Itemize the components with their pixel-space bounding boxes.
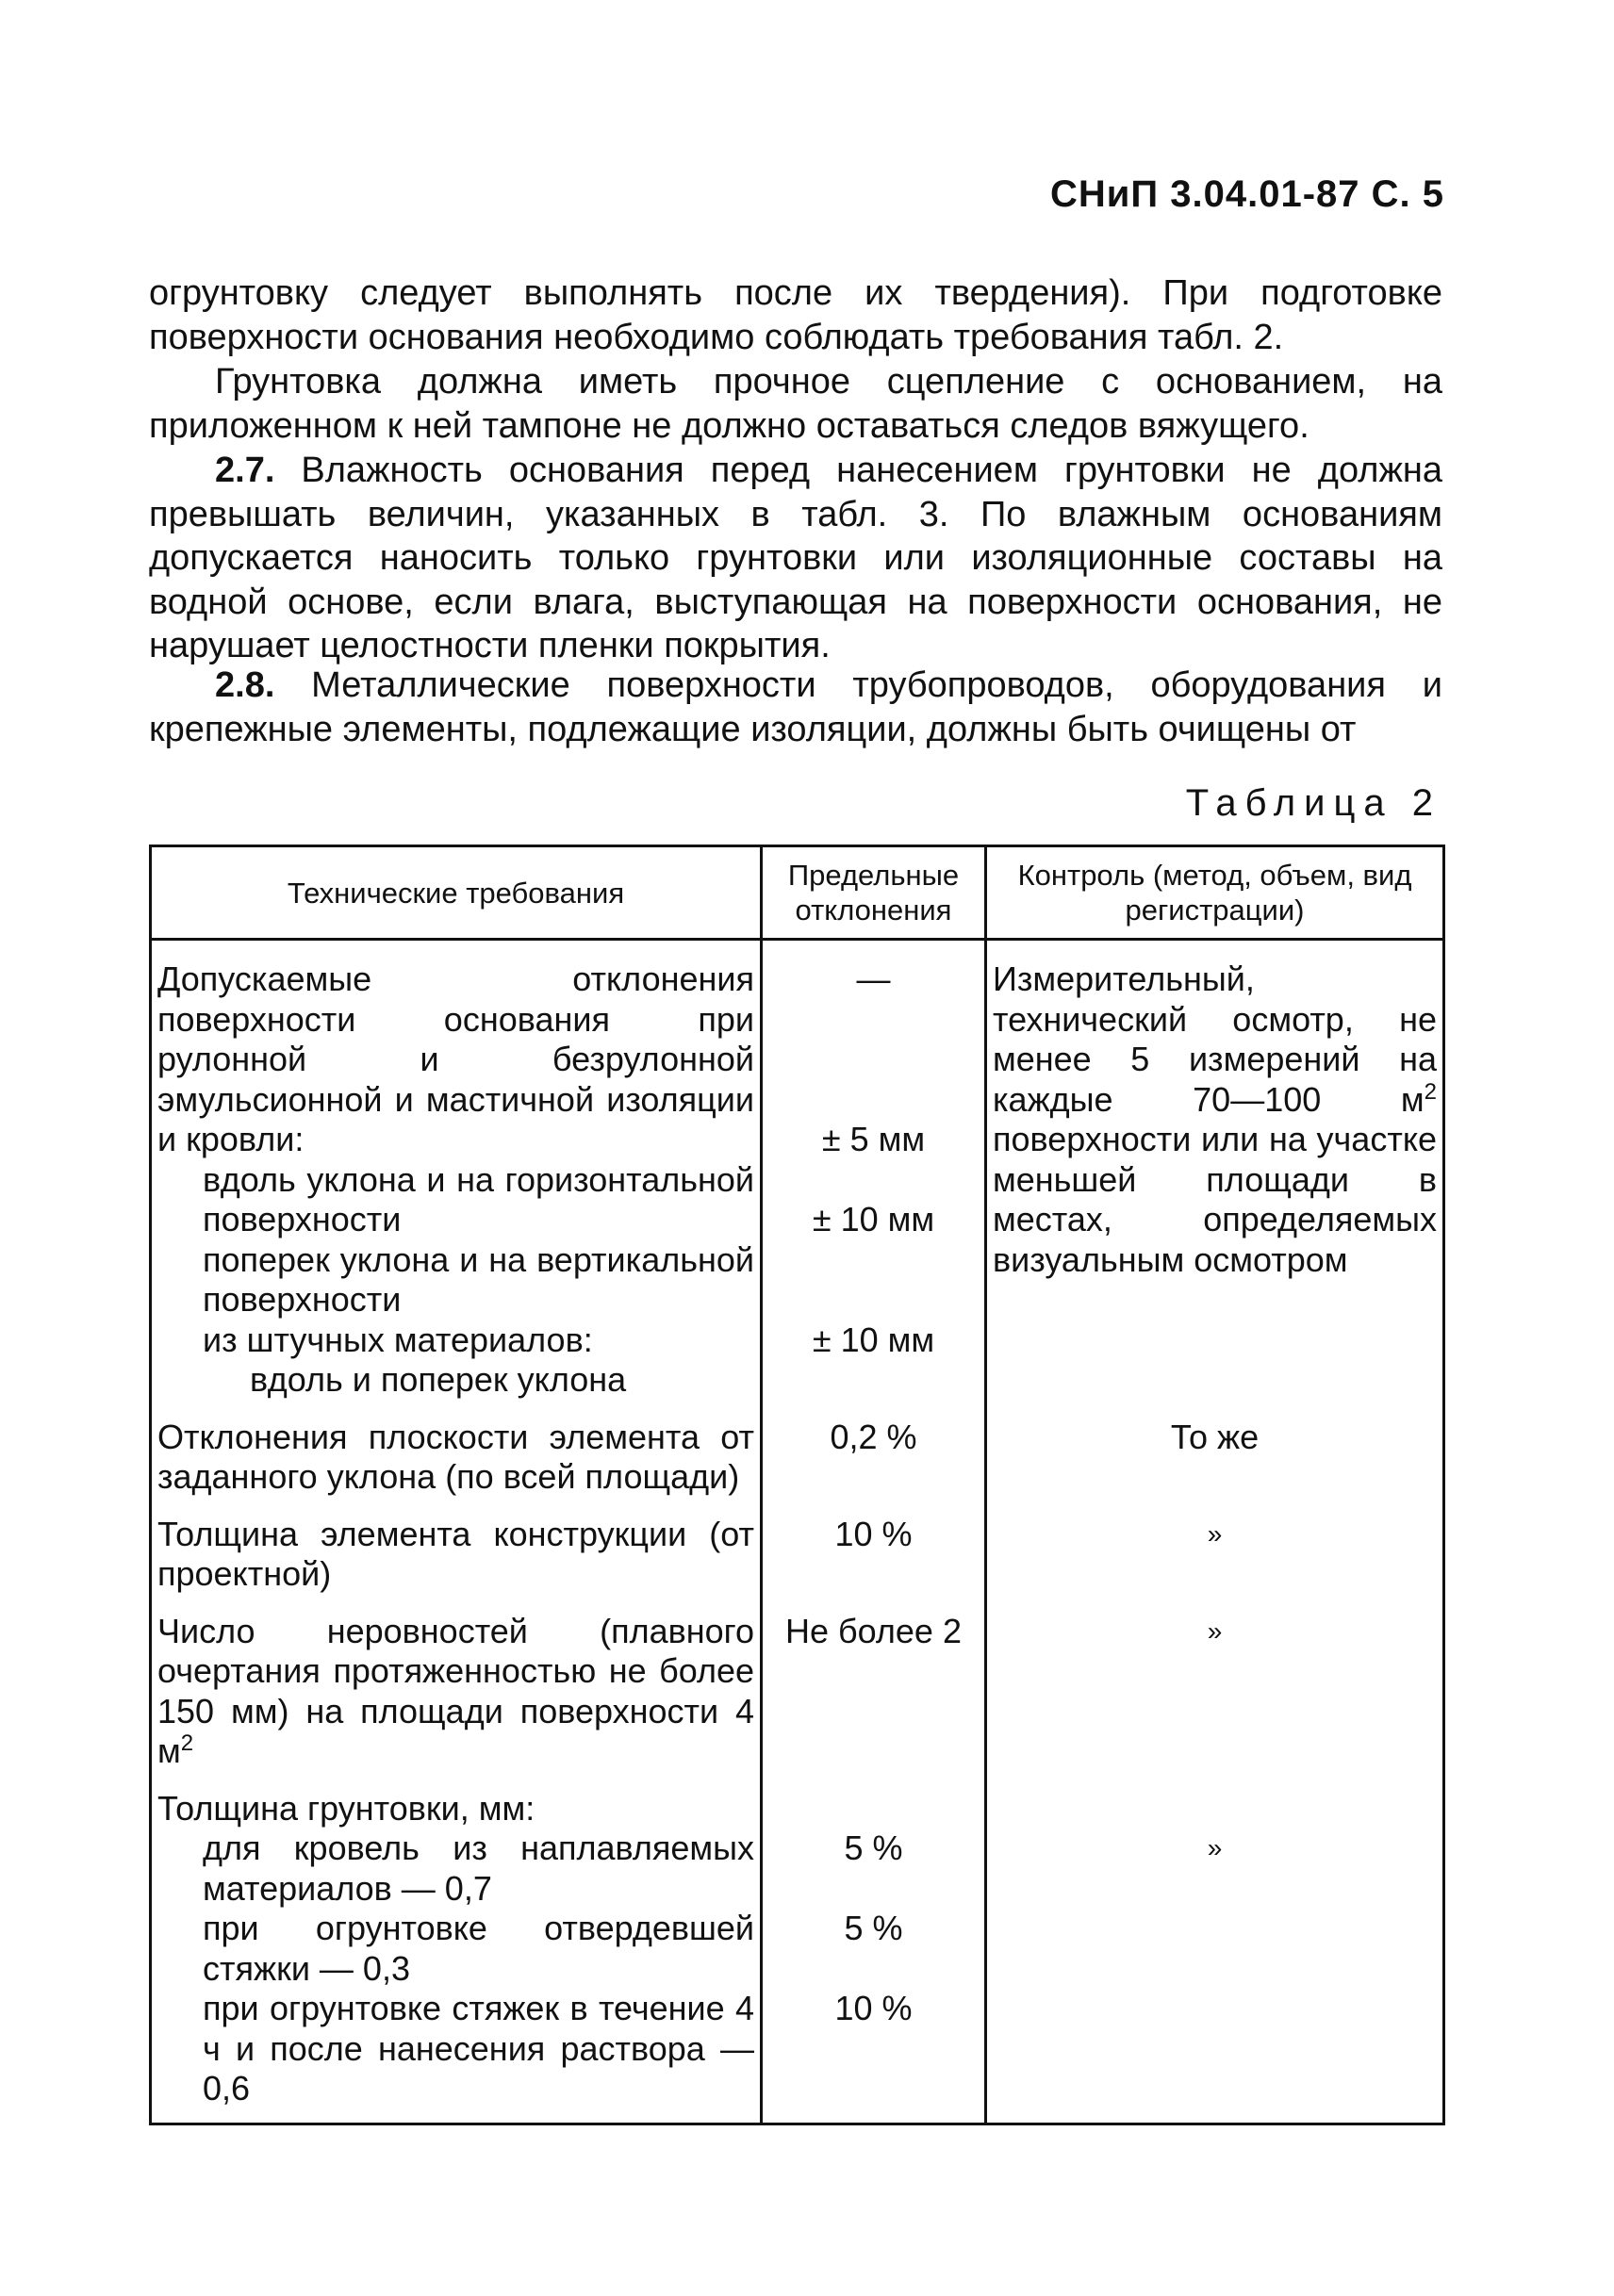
cell-requirement <box>151 1595 762 1772</box>
requirement-subitem: вдоль уклона и на горизонтальной поверхности <box>203 1159 754 1238</box>
requirement-subitem: вдоль и поперек уклона <box>250 1360 627 1399</box>
requirement-text: Число неровностей (плавного очертания протяженностью не более 150 мм) на площади поверхности 4 м <box>157 1611 754 1770</box>
requirement-subitem: при огрунтовке стяжек в течение 4 ч и после нанесения раствора — 0,6 <box>203 1989 754 2107</box>
table-row <box>151 940 1444 1401</box>
cell-deviation: 10 % <box>762 1498 986 1595</box>
cell-requirement <box>151 940 762 1401</box>
cell-control <box>986 940 1444 1401</box>
table-header-row <box>151 846 1444 940</box>
superscript: 2 <box>180 1730 194 1756</box>
header-deviations: Предельные отклонения <box>762 846 986 940</box>
requirement-subitem: при огрунтовке отвердевшей стяжки — 0,3 <box>203 1909 754 1988</box>
control-text: Измерительный, технический осмотр, не менее 5 измерений на каждые 70—100 м <box>993 959 1437 1119</box>
cell-control: То же <box>986 1401 1444 1498</box>
requirement-subitem: из штучных материалов: <box>203 1320 593 1359</box>
deviation-value: 5 % <box>844 1829 903 1867</box>
superscript: 2 <box>1424 1078 1437 1105</box>
cell-deviation <box>762 1772 986 2124</box>
cell-requirement: Отклонения плоскости элемента от заданного уклона (по всей площади) <box>151 1401 762 1498</box>
deviation-value: ± 10 мм <box>812 1320 935 1359</box>
header-control: Контроль (метод, объем, вид регистрации) <box>986 846 1444 940</box>
paragraph-2: Грунтовка должна иметь прочное сцепление с основанием, на приложенном к ней тампоне не должно оставаться следов вяжущего. <box>149 362 1442 446</box>
control-text: поверхности или на участке меньшей площади в местах, определяемых визуальным осмотром <box>993 1120 1437 1279</box>
clause-number: 2.8. <box>215 665 275 705</box>
cell-deviation: 0,2 % <box>762 1401 986 1498</box>
deviation-value: 10 % <box>834 1989 913 2027</box>
clause-text: Металлические поверхности трубопроводов, оборудования и крепежные элементы, подлежащие изоляции, должны быть очищены от <box>149 665 1442 749</box>
clause-text: Влажность основания перед нанесением грунтовки не должна превышать величин, указанных в табл. 3. По влажным основаниям допускается наносить только грунтовки или изоляционные составы на водной основе, если влага, выступающая на поверхности основания, не нарушает целостности пленки покрытия. <box>149 451 1442 665</box>
deviation-value: — <box>856 959 891 998</box>
cell-deviation: Не более 2 <box>762 1595 986 1772</box>
cell-control: » <box>986 1498 1444 1595</box>
table-row <box>151 1772 1444 2124</box>
cell-control <box>986 1772 1444 2124</box>
deviation-value: ± 5 мм <box>821 1120 926 1158</box>
cell-control: » <box>986 1595 1444 1772</box>
table-title: Таблица 2 <box>1185 782 1441 824</box>
requirement-text: Допускаемые отклонения поверхности основания при рулонной и безрулонной эмульсионной и мастичной изоляции и кровли: <box>157 959 754 1158</box>
requirement-text: Толщина грунтовки, мм: <box>157 1788 535 1828</box>
deviation-value: 5 % <box>844 1909 903 1947</box>
paragraph-2-8 <box>149 664 1442 751</box>
cell-deviation <box>762 940 986 1401</box>
clause-number: 2.7. <box>215 451 275 490</box>
cell-requirement: Толщина элемента конструкции (от проектной) <box>151 1498 762 1595</box>
table-row <box>151 1595 1444 1772</box>
cell-requirement <box>151 1772 762 2124</box>
deviation-value: ± 10 мм <box>812 1200 935 1238</box>
table-row <box>151 1401 1444 1498</box>
table-row <box>151 1498 1444 1595</box>
requirement-subitem: для кровель из наплавляемых материалов — 0,7 <box>203 1829 754 1908</box>
requirements-table <box>149 845 1445 2125</box>
control-text: » <box>1207 1833 1223 1862</box>
page-header: СНиП 3.04.01-87 С. 5 <box>1050 173 1444 215</box>
header-requirements: Технические требования <box>151 846 762 940</box>
paragraph-1: огрунтовку следует выполнять после их твердения). При подготовке поверхности основания необходимо соблюдать требования табл. 2. <box>149 273 1442 357</box>
requirement-subitem: поперек уклона и на вертикальной поверхности <box>203 1239 754 1319</box>
paragraph-2-7 <box>149 449 1442 668</box>
